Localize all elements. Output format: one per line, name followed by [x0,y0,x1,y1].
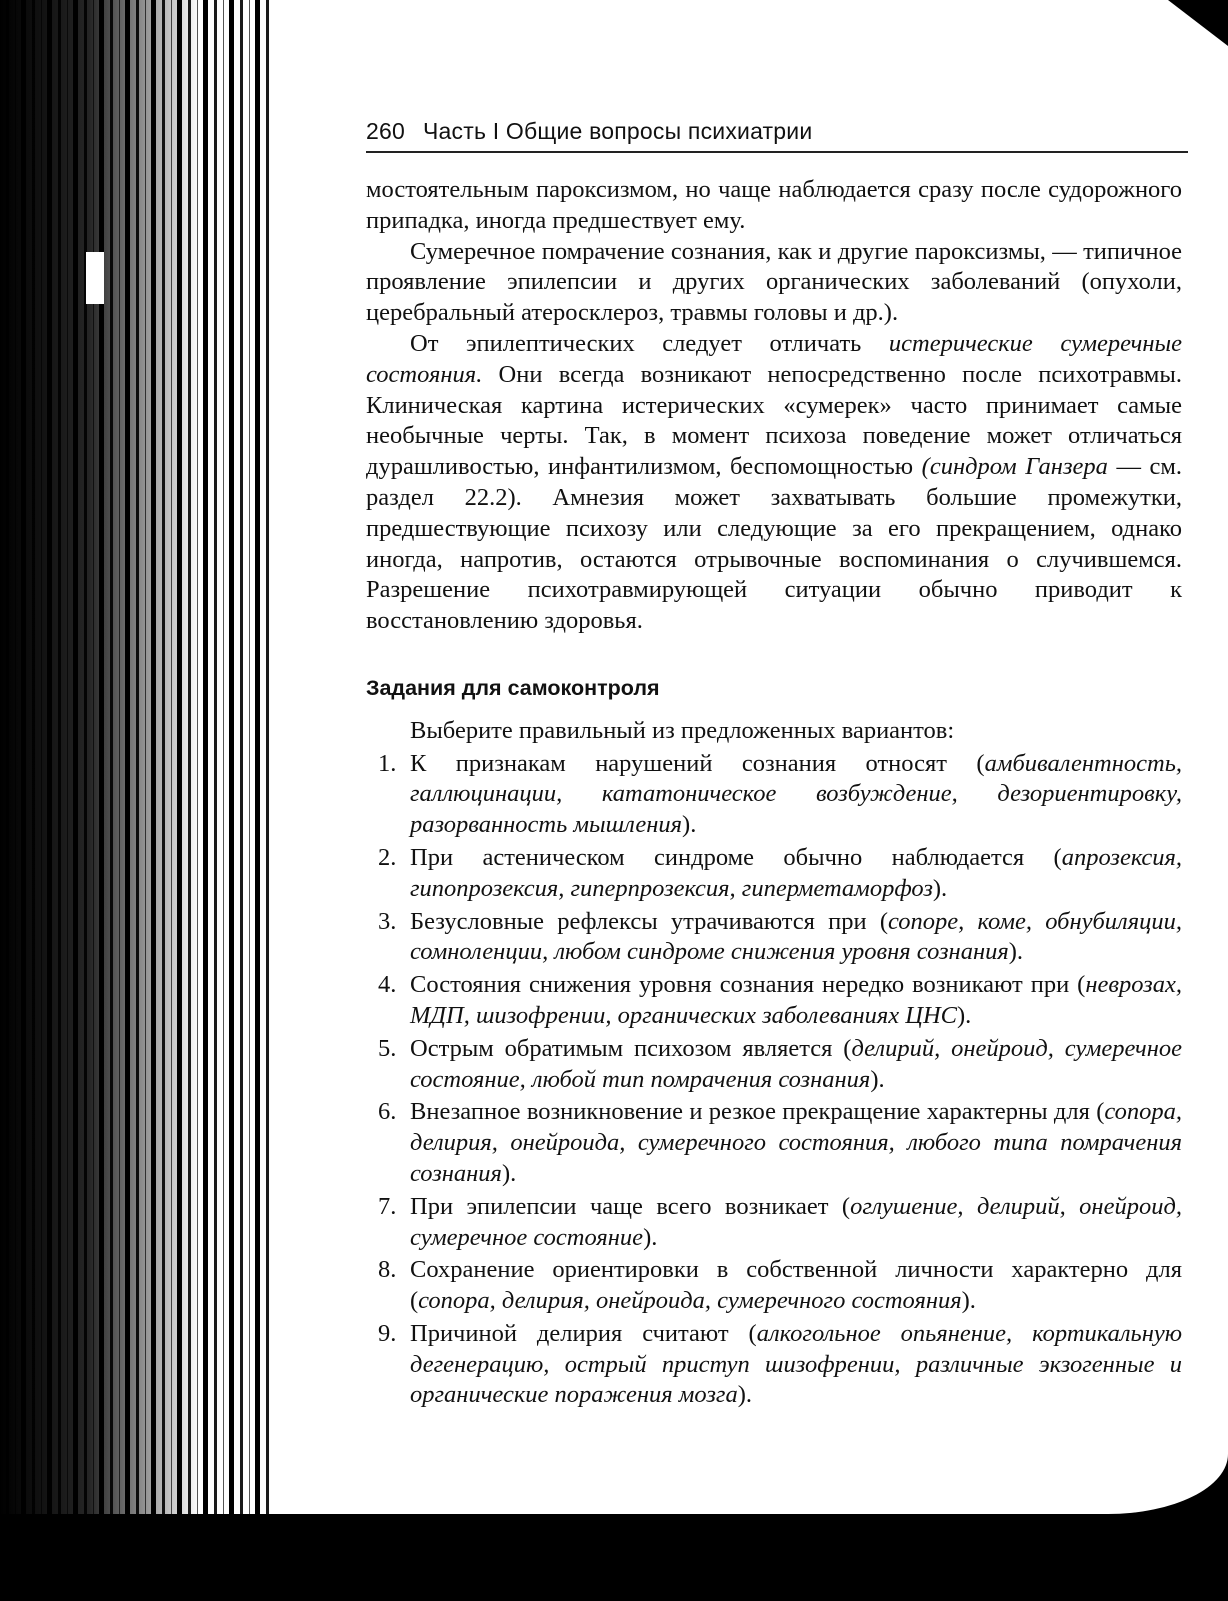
task-options: алкогольное опьянение, кортикальную дегенерацию, острый приступ шизофрении, различные экзогенные и органические поражения мозга [410,1319,1183,1409]
task-question: Сохранение ориентировки в собственной личности характерно для ( [410,1256,1182,1315]
running-title: Часть I Общие вопросы психиатрии [422,118,813,144]
task-question: При эпилепсии чаще всего возникает ( [410,1192,851,1220]
running-header [366,118,812,145]
paragraph-text: От эпилептических следует отличать [410,329,889,357]
page-edge-tab [86,252,104,304]
task-close: ). [961,1287,976,1315]
task-number: 5 . [378,1034,396,1065]
task-question: К признакам нарушений сознания относят ( [410,749,985,777]
term-ganser-syndrome: (синдром Ганзера [921,453,1108,481]
task-options: сопора, делирия, онейроида, сумеречного состояния [418,1287,962,1315]
task-item [366,1255,1182,1317]
task-options: апрозексия, гипопрозексия, гиперпрозексия, гиперметаморфоз [410,843,1182,902]
task-options: делирий, онейроид, сумеречное состояние, любой тип помрачения сознания [410,1034,1182,1093]
task-item [366,1319,1182,1411]
task-item [366,1192,1182,1254]
task-item [366,970,1182,1032]
task-number: 3 . [378,907,396,938]
task-item [366,843,1182,905]
task-close: ). [501,1159,517,1187]
task-question: Внезапное возникновение и резкое прекращение характерны для ( [410,1098,1105,1126]
task-close: ). [932,874,948,902]
task-number: 4 . [378,970,396,1001]
task-close: ). [737,1381,753,1409]
task-options: сопора, делирия, онейроида, сумеречного состояния, любого типа помрачения сознания [410,1098,1182,1187]
task-item [366,749,1182,841]
task-close: ). [643,1223,658,1251]
task-item [366,907,1182,969]
header-rule [366,151,1188,153]
task-close: ). [682,811,697,839]
task-question: Острым обратимым психозом является ( [410,1034,852,1062]
paragraph-twilight: Сумеречное помрачение сознания, как и другие пароксизмы, — типичное проявление эпилепсии и других органических заболеваний (опухоли, церебральный атеросклероз, травмы головы и др.). [366,237,1182,327]
paragraph-text: Они всегда возникают непосредственно после психотравмы. Клиническая картина истерических «сумерек» часто принимает самые необычные черты. Так, в момент психоза поведение может отличаться дурашливостью, инфантилизмом, беспомощностью [366,360,1182,481]
section-title: Задания для самоконтроля [366,675,660,700]
task-number: 6 . [378,1097,396,1128]
section-intro: Выберите правильный из предложенных вариантов: [410,716,955,744]
task-number: 8 . [378,1255,396,1286]
task-options: оглушение, делирий, онейроид, сумеречное состояние [410,1192,1182,1251]
term-hysterical-twilight: истерические сумеречные состояния. [366,329,1182,388]
task-question: Безусловные рефлексы утрачиваются при ( [410,907,889,935]
page-number: 260 [366,118,405,144]
task-number: 1 . [378,749,396,780]
paragraph-continuation: мостоятельным пароксизмом, но чаще наблюдается сразу после судорожного припадка, иногда предшествует ему. [366,176,1182,234]
page-edges-shadow [0,0,270,1514]
task-close: ). [956,1001,972,1029]
task-options: амбивалентность, галлюцинации, кататоническое возбуждение, дезориентировку, разорванность мышления [410,749,1182,839]
task-item [366,1034,1182,1096]
task-question: Причиной делирия считают ( [410,1319,757,1347]
task-question: Состояния снижения уровня сознания нередко возникают при ( [410,971,1086,999]
page-corner-shadow [1168,0,1228,46]
paragraph-text: — см. раздел 22.2). Амнезия может захватывать большие промежутки, предшествующие психозу или следующие за его прекращением, однако иногда, напротив, остаются отрывочные воспоминания о случившемся. Разрешение психотравмирующей ситуации обычно приводит к восстановлению здоровья. [366,453,1182,635]
task-number: 7 . [378,1192,396,1223]
task-item [366,1097,1182,1189]
task-close: ). [1008,938,1024,966]
task-options: неврозах, МДП, шизофрении, органических заболеваниях ЦНС [410,971,1182,1029]
paragraph-hysterical [366,329,1182,637]
task-list [366,749,1182,1412]
task-close: ). [870,1065,885,1093]
task-number: 2 . [378,843,396,874]
task-options: сопоре, коме, обнубиляции, сомноленции, любом синдроме снижения уровня сознания [410,907,1182,966]
task-question: При астеническом синдроме обычно наблюдается ( [410,843,1062,871]
page-content [366,175,1182,1413]
task-number: 9 . [378,1319,396,1350]
